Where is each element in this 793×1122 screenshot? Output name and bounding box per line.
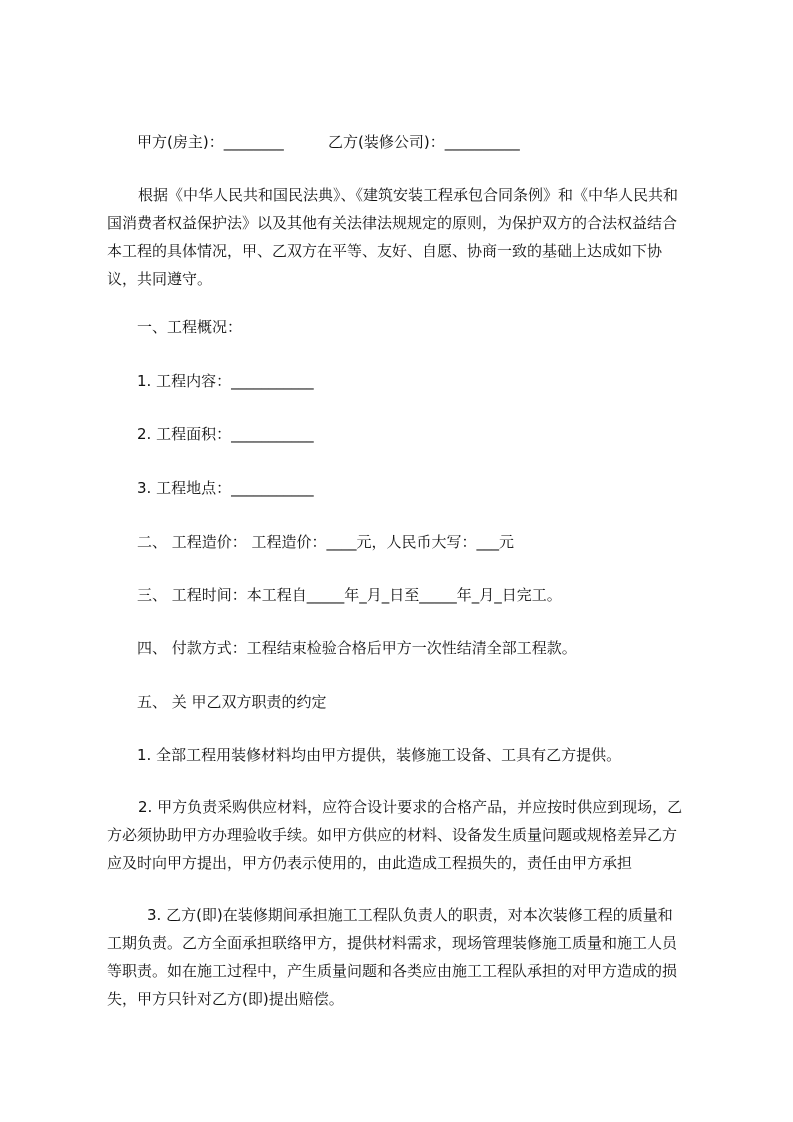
section-5-title: 五、 关 甲乙双方职责的约定: [137, 693, 327, 711]
section-2-cost: 二、 工程造价： 工程造价：____元，人民币大写：___元: [137, 533, 515, 551]
duty-item-1: 1. 全部工程用装修材料均由甲方提供，装修施工设备、工具有乙方提供。: [137, 746, 622, 764]
project-area-item: 2. 工程面积：___________: [137, 425, 314, 443]
duty-item-2: 2. 甲方负责采购供应材料，应符合设计要求的合格产品，并应按时供应到现场，乙方必须协助甲方办理验收手续。如甲方供应的材料、设备发生质量问题或规格差异乙方应及时向甲方提出，甲方仍表示使用的，由此造成工程损失的，责任由甲方承担: [107, 798, 683, 872]
intro-paragraph: 根据《中华人民共和国民法典》、《建筑安装工程承包合同条例》和《中华人民共和国消费者权益保护法》以及其他有关法律法规规定的原则，为保护双方的合法权益结合本工程的具体情况，甲、乙双方在平等、友好、自愿、协商一致的基础上达成如下协议，共同遵守。: [107, 186, 679, 288]
section-4-payment: 四、 付款方式：工程结束检验合格后甲方一次性结清全部工程款。: [137, 639, 577, 657]
party-b-field: 乙方(装修公司)：__________: [328, 133, 520, 151]
duty-item-3: 3. 乙方(即)在装修期间承担施工工程队负责人的职责，对本次装修工程的质量和工期负责。乙方全面承担联络甲方，提供材料需求，现场管理装修施工质量和施工人员等职责。如在施工过程中，产生质量问题和各类应由施工工程队承担的对甲方造成的损失，甲方只针对乙方(即)提出赔偿。: [107, 906, 678, 1008]
project-content-item: 1. 工程内容：___________: [137, 372, 314, 390]
section-3-schedule: 三、 工程时间：本工程自_____年_月_日至_____年_月_日完工。: [137, 586, 562, 604]
section-1-title: 一、工程概况：: [137, 318, 243, 336]
party-a-field: 甲方(房主)：________: [137, 133, 284, 151]
project-location-item: 3. 工程地点：___________: [137, 479, 314, 497]
